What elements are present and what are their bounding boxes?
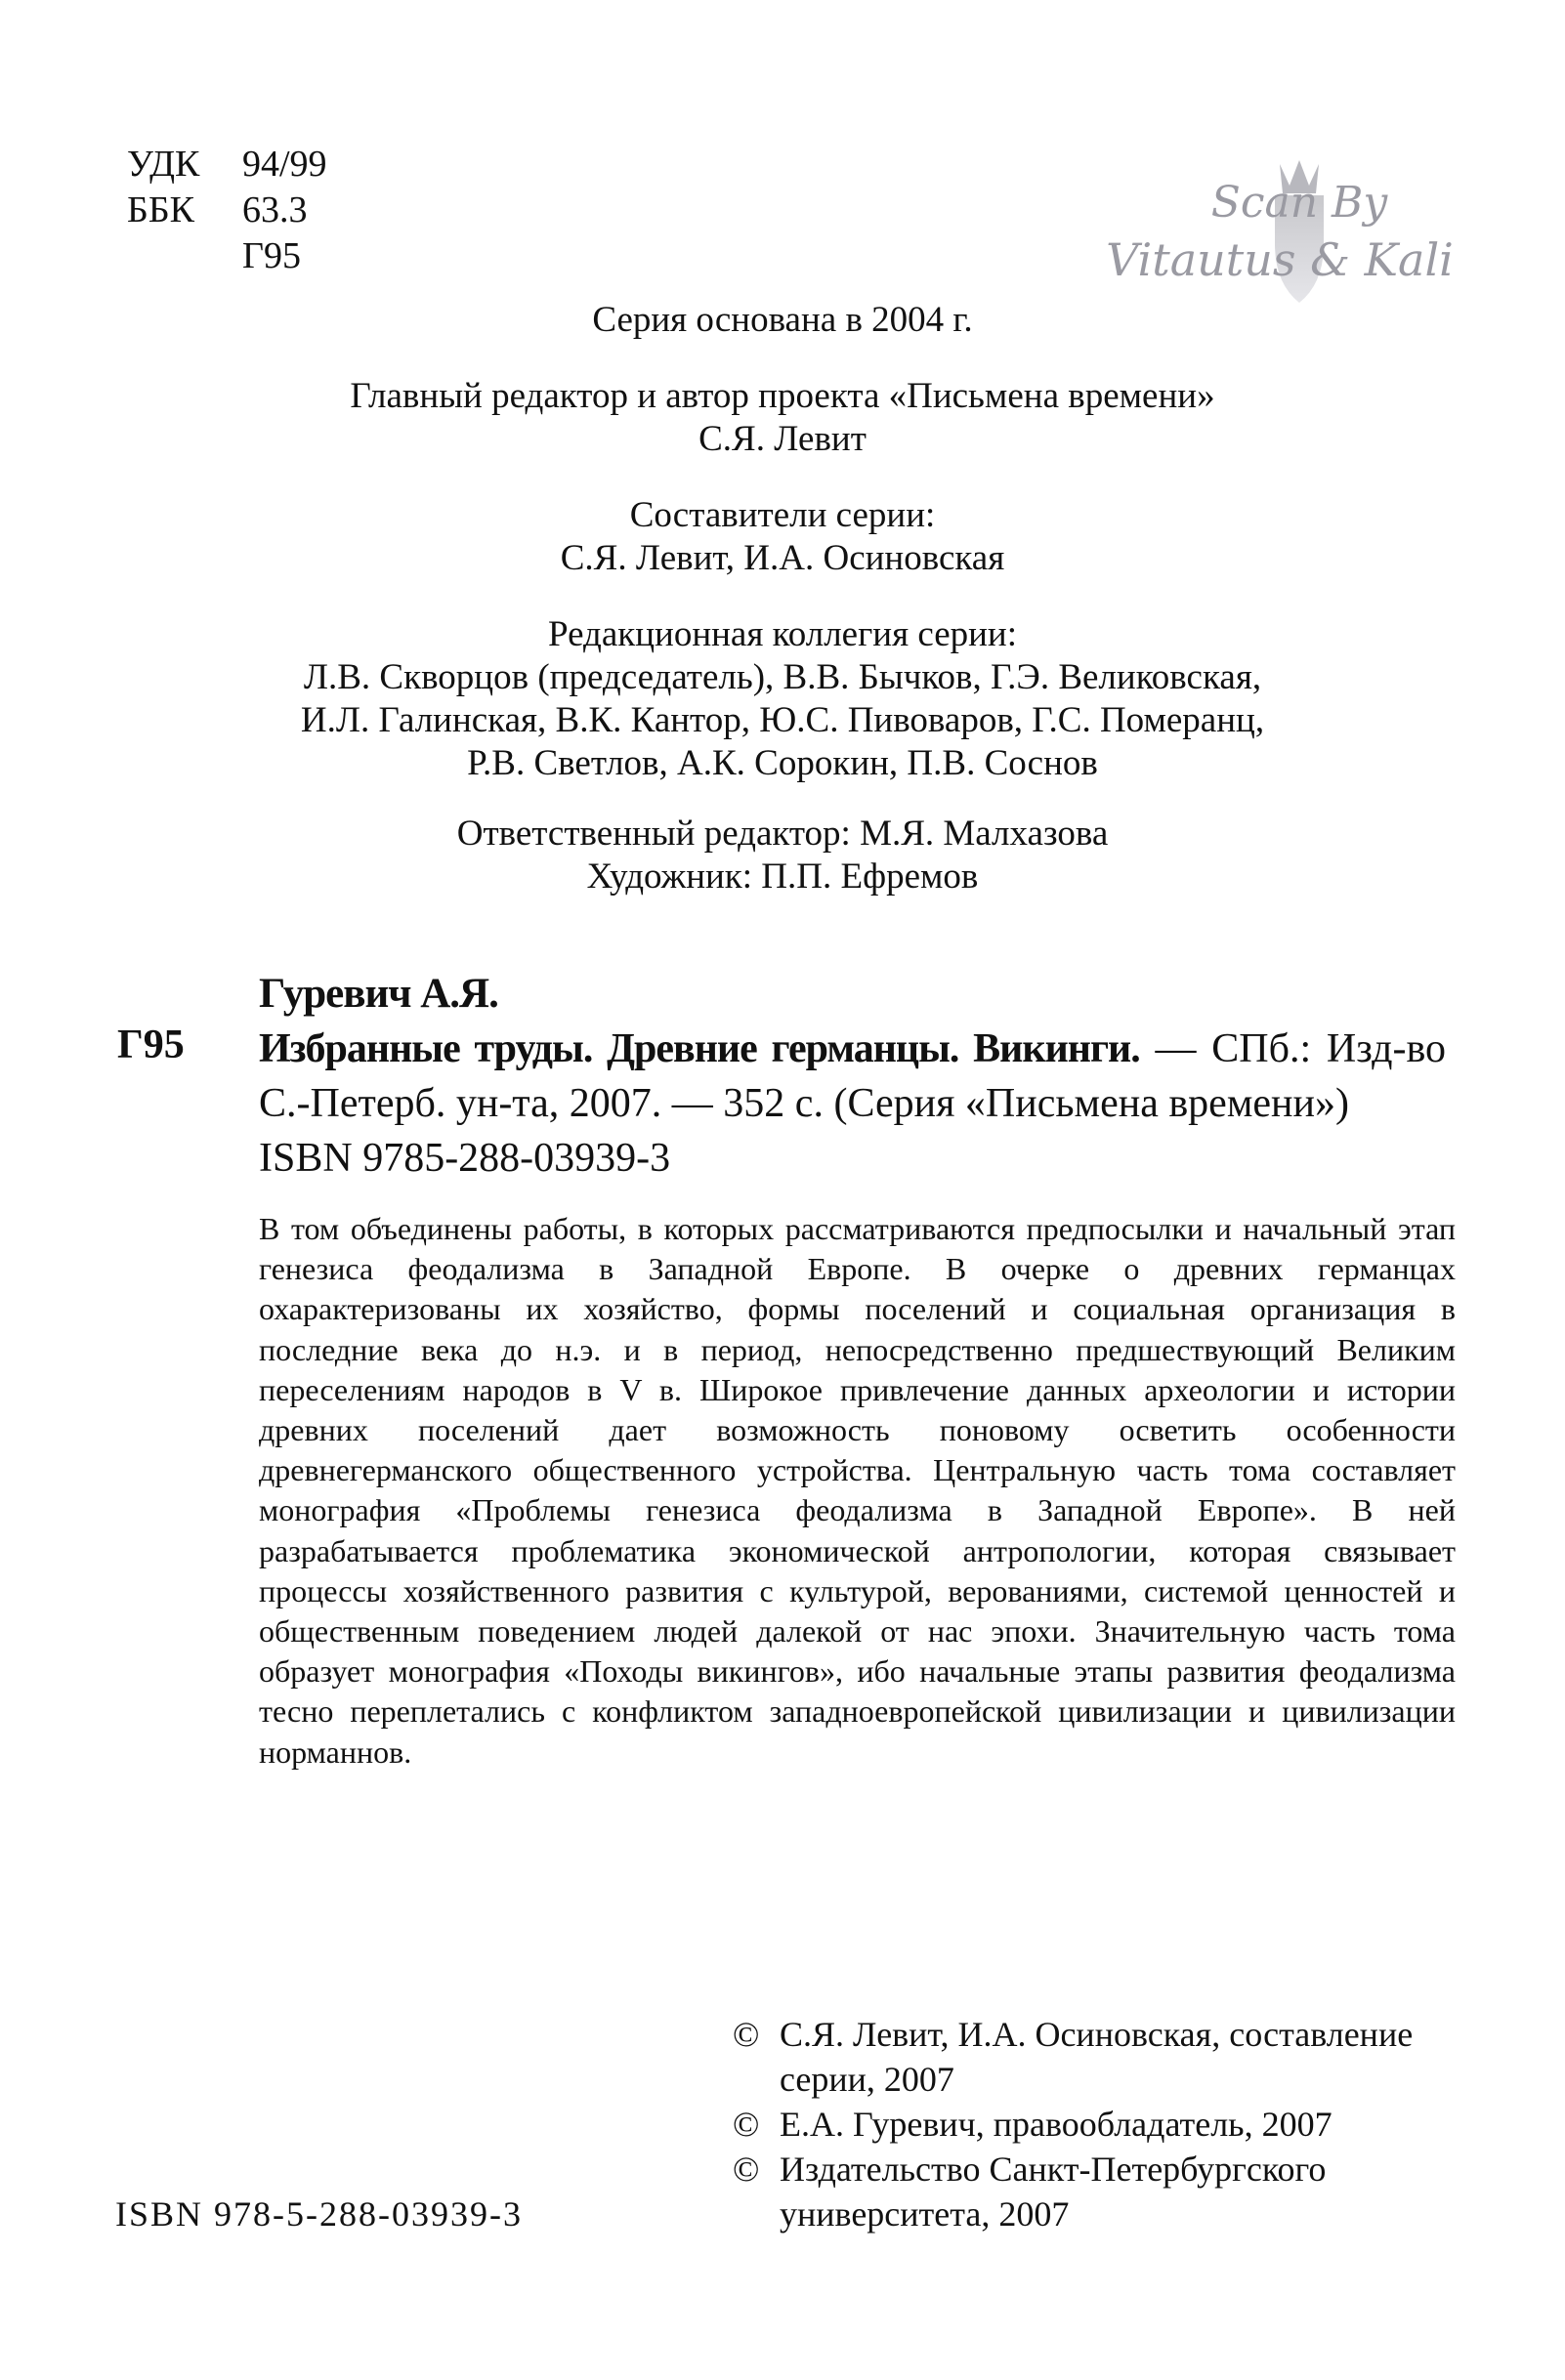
citation-author: Гуревич А.Я. [259, 971, 498, 1017]
citation-title: Избранные труды. Древние германцы. Викинги. [259, 1026, 1140, 1071]
compilers-title: Составители серии: [629, 495, 936, 535]
watermark-line1: Scan By [1210, 178, 1388, 228]
copyright-list [733, 2012, 1475, 2236]
artist: Художник: П.П. Ефремов [586, 856, 979, 897]
citation-details: — СПб.: Изд-во С.-Петерб. ун-та, 2007. — 352 с. (Серия «Письмена времени») [259, 1026, 1446, 1126]
chief-editor-name: С.Я. Левит [698, 419, 867, 459]
chief-editor-title: Главный редактор и автор проекта «Письмена времени» [350, 376, 1215, 416]
copyright-text: С.Я. Левит, И.А. Осиновская, составление серии, 2007 [780, 2015, 1414, 2099]
watermark-line2: Vitautus & Kali [1106, 233, 1454, 286]
classification-codes [127, 142, 327, 279]
udk-row [127, 142, 327, 188]
board-line: И.Л. Галинская, В.К. Кантор, Ю.С. Пивоваров, Г.С. Померанц, [300, 700, 1265, 740]
author-code: Г95 [242, 235, 301, 276]
author-code-row [127, 233, 327, 279]
udk-value: 94/99 [242, 144, 327, 185]
copyright-icon: © [733, 2150, 760, 2189]
citation-code: Г95 [117, 1023, 185, 1067]
bbk-row [127, 188, 327, 233]
udk-label: УДК [127, 144, 200, 185]
copyright-icon: © [733, 2105, 760, 2144]
citation-block [259, 1022, 1446, 1186]
compilers-names: С.Я. Левит, И.А. Осиновская [560, 538, 1005, 578]
bbk-label: ББК [127, 189, 194, 230]
citation-isbn: ISBN 9785-288-03939-3 [259, 1136, 671, 1181]
annotation: В том объединены работы, в которых рассматриваются предпосылки и начальный этап генезиса феодализма в Западной Европе. В очерке о древних германцах охарактеризованы их хозяйство, формы поселений и социальная организация в последние века до н.э. и в период, непосредственно предшествующий Великим переселениям народов в V в. Широкое привлечение данных археологии и истории древних поселений дает возможность поновому осветить особенности древнегерманского общественного устройства. Центральную часть тома составляет монография «Проблемы генезиса феодализма в Западной Европе». В ней разрабатывается проблематика экономической антропологии, которая связывает процессы хозяйственного развития с культурой, верованиями, системой ценностей и общественным поведением людей далекой от нас эпохи. Значительную часть тома образует монография «Походы викингов», ибо начальные этапы развития феодализма тесно переплетались с конфликтом западноевропейской цивилизации и цивилизации норманнов. [259, 1211, 1456, 1770]
copyright-text: Издательство Санкт-Петербургского университета, 2007 [780, 2150, 1327, 2234]
board-line: Р.В. Светлов, А.К. Сорокин, П.В. Соснов [467, 743, 1098, 783]
copyright-item [733, 2147, 1475, 2236]
copyright-icon: © [733, 2015, 760, 2054]
isbn-bottom: ISBN 978-5-288-03939-3 [115, 2194, 523, 2234]
board-title: Редакционная коллегия серии: [547, 614, 1018, 654]
copyright-item [733, 2012, 1475, 2102]
copyright-item [733, 2102, 1475, 2147]
scan-watermark [1099, 146, 1480, 313]
series-founded: Серия основана в 2004 г. [592, 300, 973, 340]
copyright-text: Е.А. Гуревич, правообладатель, 2007 [780, 2105, 1332, 2144]
responsible-editor: Ответственный редактор: М.Я. Малхазова [456, 814, 1109, 854]
board-line: Л.В. Скворцов (председатель), В.В. Бычков, Г.Э. Великовская, [303, 657, 1262, 697]
bbk-value: 63.3 [242, 189, 308, 230]
